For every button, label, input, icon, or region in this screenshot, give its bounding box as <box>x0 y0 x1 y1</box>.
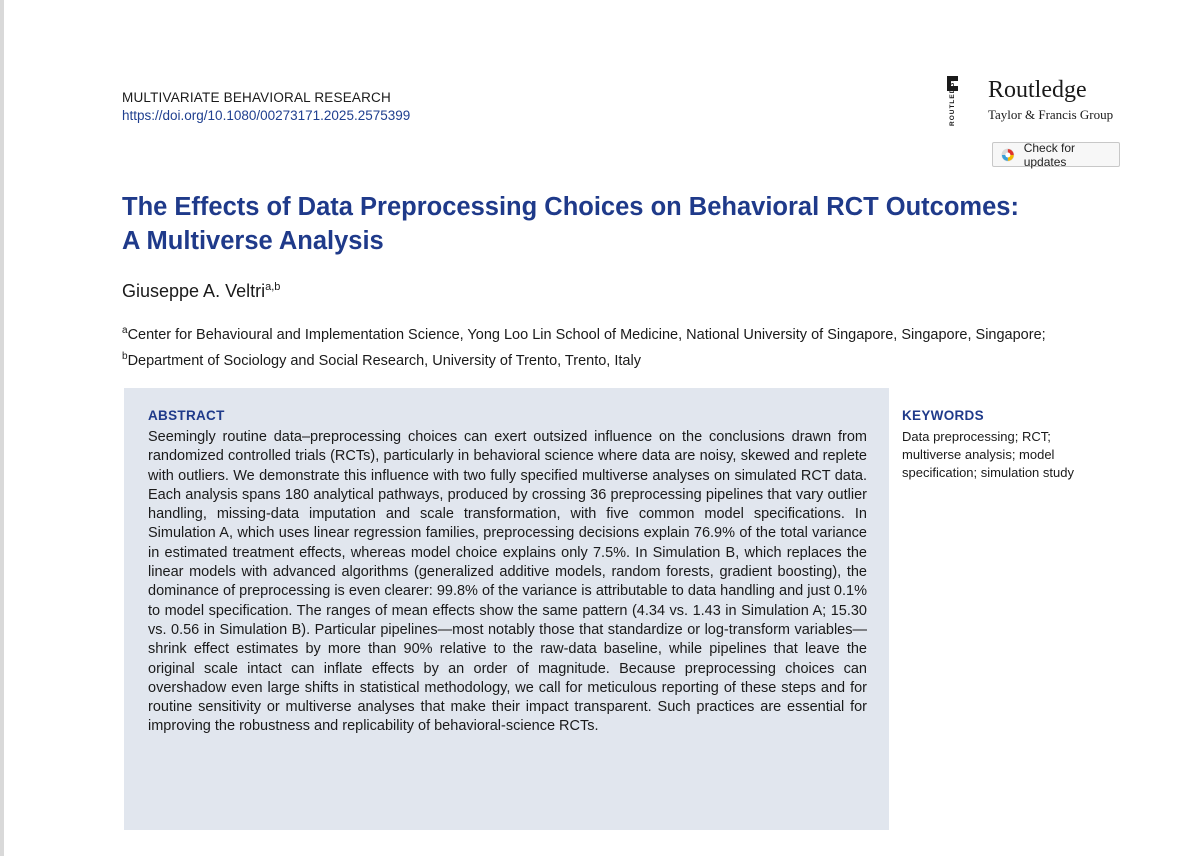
affiliation-b-mark: b <box>122 350 128 362</box>
publisher-vertical-text: ROUTLEDGE <box>949 76 956 126</box>
publisher-group: Taylor & Francis Group <box>988 107 1114 122</box>
author-name: Giuseppe A. Veltri <box>122 281 266 301</box>
keywords-text: Data preprocessing; RCT; multiverse analysis; model specification; simulation study <box>902 429 1074 480</box>
affiliations <box>122 320 1082 372</box>
author <box>122 281 280 302</box>
check-for-updates-button[interactable] <box>992 142 1120 167</box>
check-for-updates-label: Check for updates <box>1023 140 1076 169</box>
crossmark-icon <box>1001 148 1015 162</box>
paper-title <box>122 190 1082 258</box>
paper-title-line-2: A Multiverse Analysis <box>122 227 384 255</box>
affiliation-a: Center for Behavioural and Implementation Science, Yong Loo Lin School of Medicine, National University of Singapore, Singapore, Singapore; <box>127 326 1046 343</box>
paper-title-line-1: The Effects of Data Preprocessing Choices on Behavioral RCT Outcomes: <box>122 193 1019 221</box>
doi-link[interactable]: https://doi.org/10.1080/00273171.2025.2575399 <box>122 108 411 123</box>
abstract-text: Seemingly routine data–preprocessing choices can exert outsized influence on the conclusions drawn from randomized controlled trials (RCTs), particularly in behavioral science where data are noisy, skewed and replete with outliers. We demonstrate this influence with two fully specified multiverse analyses on simulated RCT data. Each analysis spans 180 analytical pathways, produced by crossing 36 preprocessing pipelines that vary outlier handling, missing-data imputation and scale transformation, with five common model specifications. In Simulation A, which uses linear regression families, preprocessing decisions explain 76.9% of the total variance in estimated treatment effects, whereas model choice explains only 7.5%. In Simulation B, which replaces the linear models with advanced algorithms (generalized additive models, random forests, gradient boosting), the dominance of preprocessing is even clearer: 99.8% of the variance is attributable to data handling and just 0.1% to model specification. The ranges of mean effects show the same pattern (4.34 vs. 1.43 in Simulation A; 15.30 vs. 0.56 in Simulation B). Particular pipelines—most notably those that standardize or log-transform variables—shrink effect estimates by more than 90% relative to the raw-data baseline, while pipelines that leave the original scale intact can inflate effects by an order of magnitude. Because preprocessing choices can overshadow even large shifts in statistical methodology, we call for meticulous reporting of these steps and for routine sensitivity or multiverse analyses that make their impact transparent. Such practices are essential for improving the robustness and replicability of behavioral-science RCTs. <box>148 429 867 735</box>
affiliation-a-mark: a <box>122 325 128 336</box>
journal-name: MULTIVARIATE BEHAVIORAL RESEARCH <box>122 90 391 105</box>
page-edge <box>0 0 4 856</box>
publisher-name: Routledge <box>988 77 1087 103</box>
affiliation-b: Department of Sociology and Social Research, University of Trento, Trento, Italy <box>127 352 641 369</box>
keywords-heading: KEYWORDS <box>902 408 984 423</box>
author-affiliation-marks: a,b <box>265 281 281 293</box>
abstract-heading: ABSTRACT <box>148 408 225 423</box>
journal-header <box>122 90 410 123</box>
abstract-box <box>124 388 889 830</box>
